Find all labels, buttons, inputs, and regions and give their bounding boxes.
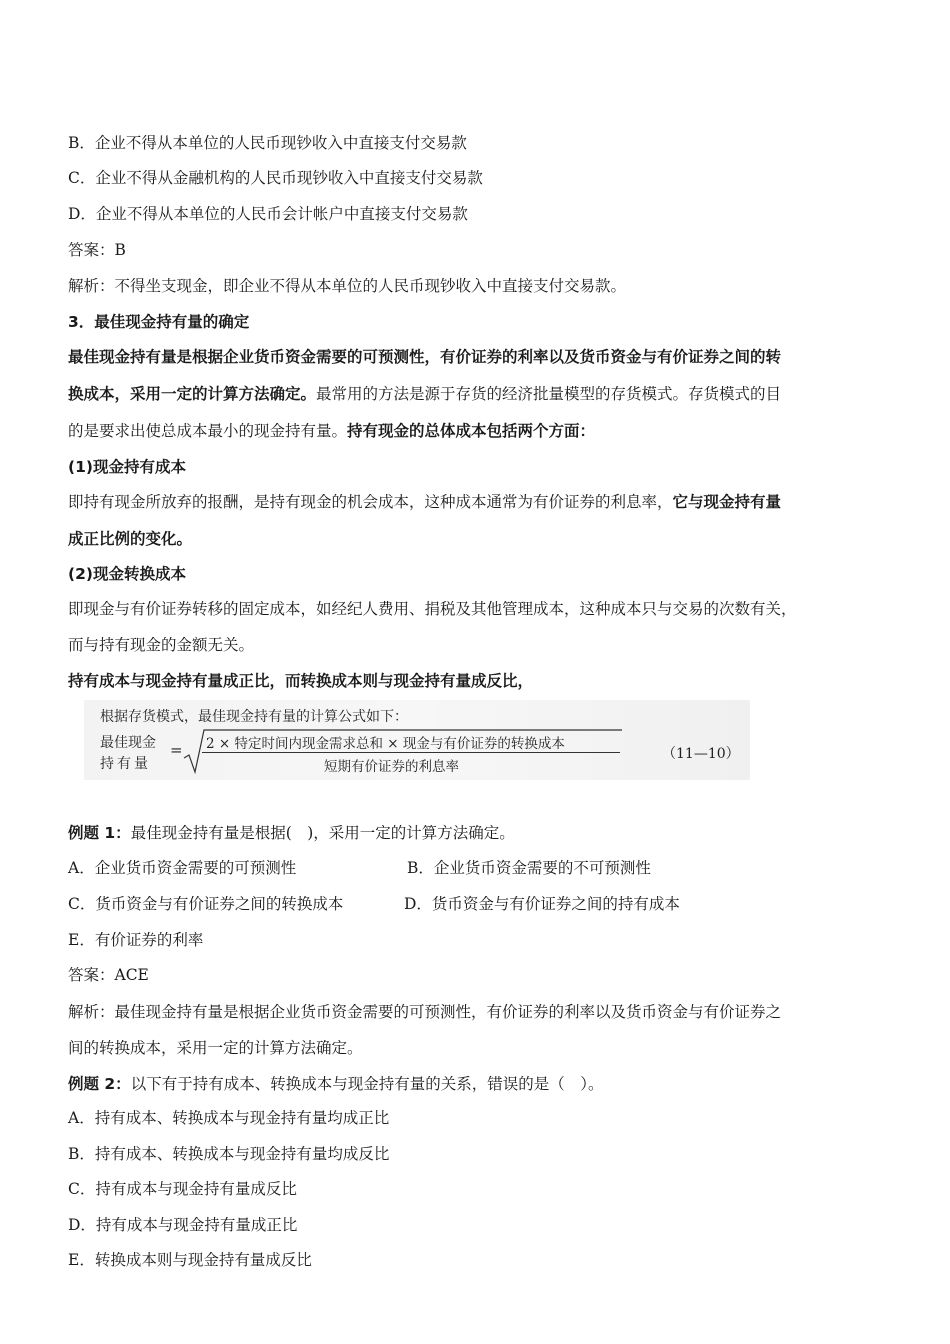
sub1-line2: 成正比例的变化。	[68, 530, 193, 548]
example1-stem-line	[68, 822, 515, 844]
example1-option-e: E．有价证券的利率	[68, 931, 204, 949]
sub2-line1: 即现金与有价证券转移的固定成本，如经纪人费用、捐税及其他管理成本，这种成本只与交易的次数有关，	[68, 600, 797, 618]
formula-equals: =	[170, 741, 183, 759]
formula-lhs-line2: 持有量	[100, 756, 151, 772]
example1-option-a: A．企业货币资金需要的可预测性	[68, 859, 297, 877]
sub2-line2: 而与持有现金的金额无关。	[68, 636, 255, 654]
example2-option-c: C．持有成本与现金持有量成反比	[68, 1180, 297, 1198]
prev-answer: 答案：B	[68, 241, 126, 259]
example1-analysis-line2: 间的转换成本，采用一定的计算方法确定。	[68, 1039, 363, 1057]
example2-option-a: A．持有成本、转换成本与现金持有量均成正比	[68, 1109, 390, 1127]
conclusion: 持有成本与现金持有量成正比，而转换成本则与现金持有量成反比，	[68, 672, 534, 690]
formula-fraction-bar	[202, 752, 620, 753]
formula-lhs-line1: 最佳现金	[100, 735, 156, 751]
example1-label: 例题 1：	[68, 824, 131, 842]
formula-title: 根据存货模式，最佳现金持有量的计算公式如下：	[100, 709, 408, 725]
sub1-line1-text: 即持有现金所放弃的报酬，是持有现金的机会成本，这种成本通常为有价证券的利息率，	[68, 493, 673, 511]
para1-line1: 最佳现金持有量是根据企业货币资金需要的可预测性，有价证券的利率以及货币资金与有价证券之间的转	[68, 348, 782, 366]
sub1-heading: (1)现金持有成本	[68, 458, 186, 476]
example1-option-c: C．货币资金与有价证券之间的转换成本	[68, 895, 344, 913]
para1-line2-rest: 最常用的方法是源于存货的经济批量模型的存货模式。存货模式的目	[316, 385, 782, 403]
para1-line2	[68, 383, 781, 405]
example2-option-d: D．持有成本与现金持有量成正比	[68, 1216, 298, 1234]
example1-option-b: B．企业货币资金需要的不可预测性	[407, 859, 651, 877]
prev-option-c: C．企业不得从金融机构的人民币现钞收入中直接支付交易款	[68, 169, 483, 187]
para1-line2-bold: 换成本，采用一定的计算方法确定。	[68, 385, 317, 403]
example1-options-ab	[68, 857, 296, 879]
section-heading: 3．最佳现金持有量的确定	[68, 313, 250, 331]
sub1-line1	[68, 491, 781, 513]
sub2-heading: (2)现金转换成本	[68, 565, 186, 583]
formula-number: （11—10）	[662, 746, 740, 762]
sub1-line1-bold: 它与现金持有量	[672, 493, 782, 511]
example2-option-b: B．持有成本、转换成本与现金持有量均成反比	[68, 1145, 390, 1163]
example1-option-d: D．货币资金与有价证券之间的持有成本	[404, 895, 680, 913]
example1-analysis-line1: 解析：最佳现金持有量是根据企业货币资金需要的可预测性，有价证券的利率以及货币资金与有价证券之	[68, 1003, 782, 1021]
prev-option-d: D．企业不得从本单位的人民币会计帐户中直接支付交易款	[68, 205, 468, 223]
example2-option-e: E．转换成本则与现金持有量成反比	[68, 1251, 312, 1269]
example2-stem: 以下有于持有成本、转换成本与现金持有量的关系，错误的是（ ）。	[130, 1075, 604, 1093]
formula-image	[84, 700, 750, 780]
formula-numerator: 2 × 特定时间内现金需求总和 × 现金与有价证券的转换成本	[206, 736, 565, 752]
prev-analysis: 解析：不得坐支现金，即企业不得从本单位的人民币现钞收入中直接支付交易款。	[68, 277, 627, 295]
formula-denominator: 短期有价证券的利息率	[324, 759, 459, 775]
prev-option-b: B．企业不得从本单位的人民币现钞收入中直接支付交易款	[68, 134, 467, 152]
example2-stem-line	[68, 1073, 603, 1095]
para1-line3-bold: 持有现金的总体成本包括两个方面：	[347, 422, 596, 440]
example2-label: 例题 2：	[68, 1075, 131, 1093]
example1-stem: 最佳现金持有量是根据( )，采用一定的计算方法确定。	[130, 824, 515, 842]
para1-line3	[68, 420, 595, 442]
para1-line3-rest: 的是要求出使总成本最小的现金持有量。	[68, 422, 348, 440]
example1-answer: 答案：ACE	[68, 966, 149, 984]
